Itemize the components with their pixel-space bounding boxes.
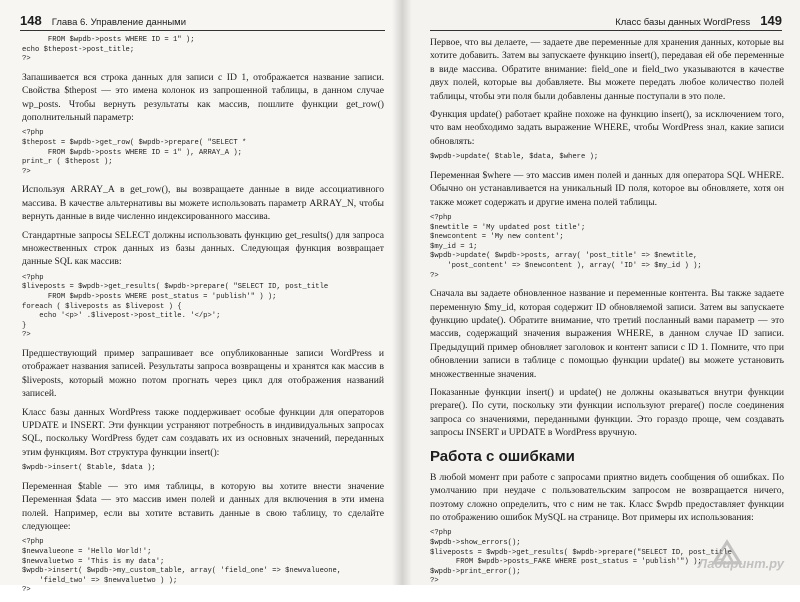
code-line: ?> [430,271,439,280]
publisher-watermark [698,539,790,579]
code-line: ?> [22,586,31,595]
body-paragraph: Переменная $where — это массив имен полей и данных для оператора SQL WHERE. Обычно он устанавливается на уникальный ID поля, которое вы обновляете, хотя он также может содержать и другие имена полей таблицы. [430,169,784,208]
right-header-rule [430,30,782,31]
section-heading: Работа с ошибками [430,447,575,465]
right-page-header [430,10,782,28]
code-line: ?> [22,55,31,64]
code-line: ?> [22,331,31,340]
code-line: 'field_two' => $newvaluetwo ) ); [22,576,178,585]
body-paragraph: Сначала вы задаете обновленное название и переменные контента. Вы также задаете переменную $my_id, которая содержит ID обновляемой записи. Затем вы запускаете функцию update(). Обратите внимание, что третий посланный вами параметр — это массив, содержащий значения выражения WHERE, в данном случае ID записи. Предыдущий пример обновляет заголовок и контент записи с ID 1. Помните, что при обновлении записи в таблице с помощью функции update() вы можете установить множественные значения. [430,288,784,380]
right-page [402,0,800,585]
code-line: print_r ( $thepost ); [22,158,113,167]
chapter-title: Глава 6. Управление данными [51,17,187,28]
body-paragraph: В любой момент при работе с запросами приятно видеть сообщения об ошибках. По умолчанию при неудаче с пользовательским запросом не возвращается ничего, поэтому сложно определить, что с ним не так. Класс $wpdb предоставляет функции по отображению ошибок MySQL на странице. Вот примеры их использования: [430,471,784,523]
body-paragraph: Запашивается вся строка данных для записи с ID 1, отображается название записи. Свойства $thepost — это имена колонок из запрошенной таблицы, в данном случае wp_posts. Чтобы вернуть результаты как массив, пошлите функции get_row() дополнительный параметр: [22,71,384,123]
code-line: echo $thepost->post_title; [22,45,135,54]
code-line: } [22,321,27,330]
code-line: $liveposts = $wpdb->get_results( $wpdb->prepare("SELECT ID, post_title [430,548,732,557]
code-listing [22,464,384,474]
body-paragraph: Предшествующий пример запрашивает все опубликованные записи WordPress и отображает названия записей. Результаты запроса возвращены и хранятся как массив в $liveposts, который можно потом прогнать через цикл для отображения названий записей. [22,347,384,400]
code-line: echo '<p>' .$livepost->post_title. '</p>'; [22,312,221,321]
left-page-header [20,10,385,28]
code-line: $my_id = 1; [430,242,478,251]
code-line: $wpdb->update( $table, $data, $where ); [430,153,599,162]
code-line: <?php [22,538,44,547]
code-listing [430,214,784,281]
code-line: foreach ( $liveposts as $livepost ) { [22,302,182,311]
code-listing [22,538,384,596]
code-line: FROM $wpdb->posts WHERE ID = 1" ); [22,36,195,44]
code-line: <?php [430,214,452,223]
body-paragraph: Переменная $table — это имя таблицы, в которую вы хотите внести значение Переменная $data — это массив имен полей и данных для включения в эти имена полей. Например, если вы хотите вставить данные в свою таблицу, то сделайте следующее: [22,480,384,533]
body-paragraph: Используя ARRAY_A в get_row(), вы возвращаете данные в виде ассоциативного массива. В качестве альтернативы вы можете использовать параметр ARRAY_N, чтобы вернуть данные в виде численно индексированного массива. [22,184,384,223]
code-line: ?> [430,577,439,586]
code-line: FROM $wpdb->posts WHERE ID = 1" ), ARRAY_A ); [22,148,242,157]
body-paragraph: Функция update() работает крайне похоже на функцию insert(), за исключением того, что вам необходимо задать выражение WHERE, чтобы WordPress знал, какие записи обновлять: [430,109,784,147]
body-paragraph: Показанные функции insert() и update() не должны оказываться внутри функции prepare(). По сути, поскольку эти функции используют prepare() после соединения запроса со значениями, переданными функции. Это гораздо проще, чем создавать запросы INSERT и UPDATE в WordPress вручную. [430,387,784,439]
code-listing [430,153,784,163]
body-paragraph: Первое, что вы делаете, — задаете две переменные для хранения данных, которые вы хотите добавить. Затем вы запускаете функцию insert(), передавая ей обе переменные в виде массива. Обратите внимание: field_one и field_two указываются в качестве двух полей, которые вы добавляете. Вы можете передать любое количество полей таблицы, чтобы эти поля были добавлены данные поступали в это поле. [430,37,784,102]
code-line: <?php [22,129,44,138]
right-page-content [430,36,784,593]
code-line: <?php [22,273,44,282]
left-page-content [22,36,384,602]
code-line: <?php [430,529,452,538]
code-line: $wpdb->insert( $wpdb->my_custom_table, array( 'field_one' => $newvalueone, [22,567,342,576]
code-line: $wpdb->insert( $table, $data ); [22,464,156,473]
right-page-number: 149 [760,13,782,28]
code-line: $wpdb->update( $wpdb->posts, array( 'post_title' => $newtitle, [430,252,698,261]
code-line: FROM $wpdb->posts WHERE post_status = 'publish'" ) ); [22,293,277,301]
code-line: FROM $wpdb->posts_FAKE WHERE post_status = 'publish'") ); [430,558,702,567]
left-page-number: 148 [20,13,42,28]
code-listing [22,36,384,65]
running-title: Класс базы данных WordPress [615,17,751,28]
code-line: $wpdb->print_error(); [430,567,521,576]
publisher-watermark-text: Лабиринт.ру [698,556,784,571]
left-header-rule [20,30,385,31]
body-paragraph: Стандартные запросы SELECT должны использовать функцию get_results() для запроса множественных строк данных из базы данных. Следующая функция возвращает данные SQL как массив: [22,229,384,268]
code-line: ?> [22,167,31,176]
code-listing [22,274,384,341]
left-page [0,0,402,595]
code-line: 'post_content' => $newcontent ), array( 'ID' => $my_id ) ); [430,262,702,271]
code-line: $newvalueone = 'Hello World!'; [22,548,152,557]
code-line: $liveposts = $wpdb->get_results( $wpdb->prepare( "SELECT ID, post_title [22,283,329,292]
code-line: $thepost = $wpdb->get_row( $wpdb->prepare( "SELECT * [22,139,247,147]
code-line: $newcontent = 'My new content'; [430,233,564,242]
code-line: $newvaluetwo = 'This is my data'; [22,557,165,566]
code-listing [22,129,384,177]
code-line: $wpdb->show_errors(); [430,538,521,547]
body-paragraph: Класс базы данных WordPress также поддерживает особые функции для операторов UPDATE и INSERT. Эти функции устраняют потребность в индивидуальных запросах SQL, поскольку WordPress будет сам создавать их из основных значений, переданных этим функциям. Вот структура функции insert(): [22,406,384,458]
code-line: $newtitle = 'My updated post title'; [430,223,586,232]
